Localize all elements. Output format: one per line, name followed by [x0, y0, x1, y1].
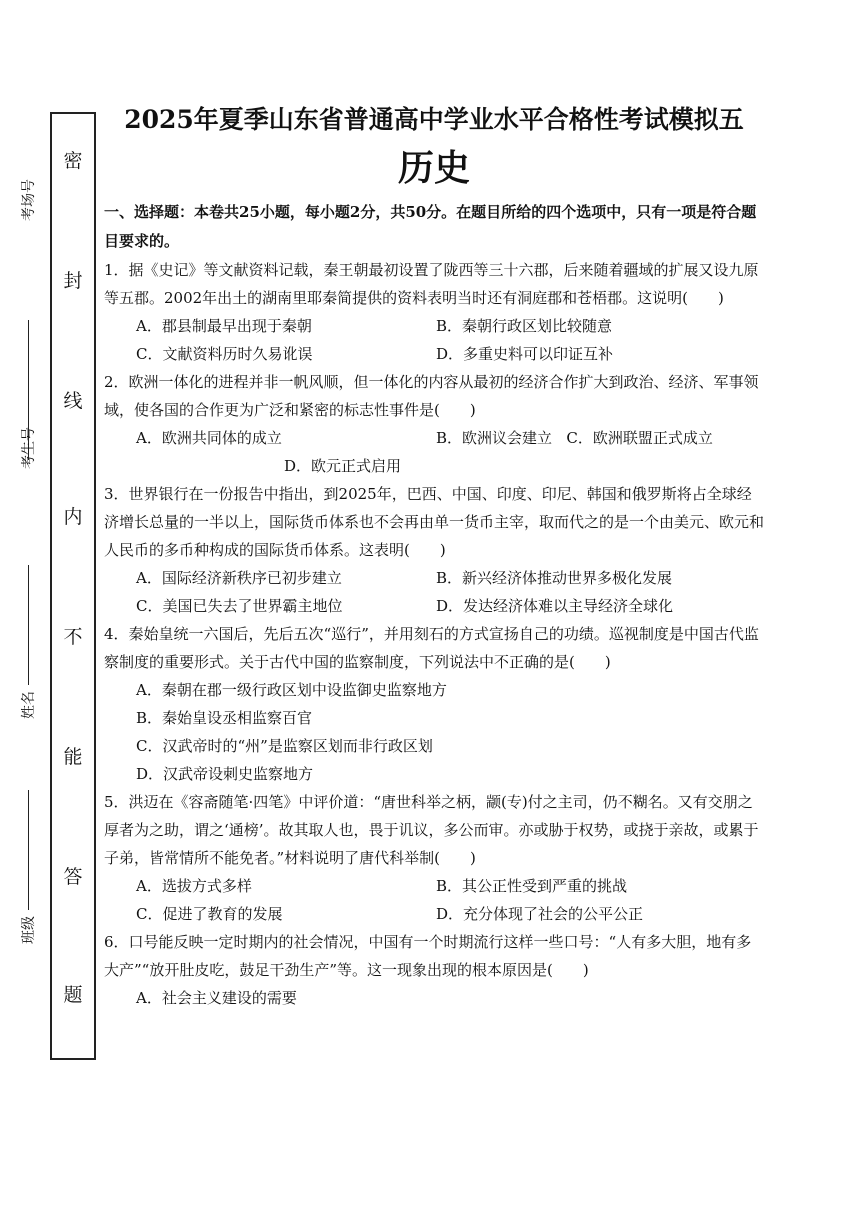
option-d: D．充分体现了社会的公平公正 [436, 905, 644, 923]
option-c: C．汉武帝时的“州”是监察区划而非行政区划 [136, 737, 433, 755]
seal-char: 答 [63, 866, 83, 888]
option-b: B．秦朝行政区划比较随意 [436, 317, 613, 335]
seal-char: 题 [63, 984, 83, 1006]
seal-char: 密 [63, 150, 83, 172]
option-a: A．欧洲共同体的成立 [136, 429, 282, 447]
name-label: 姓名 [21, 691, 37, 719]
option-a: A．社会主义建设的需要 [136, 989, 297, 1007]
seal-char: 能 [63, 746, 83, 768]
option-d: D．多重史料可以印证互补 [436, 345, 614, 363]
option-b: B．其公正性受到严重的挑战 [436, 877, 628, 895]
class-label: 班级 [21, 916, 37, 944]
question-options [104, 564, 764, 620]
name-line [28, 790, 29, 910]
question-stem: 3．世界银行在一份报告中指出，到2025年，巴西、中国、印度、印尼、韩国和俄罗斯将占全球经济增长总量的一半以上，国际货币体系也不会再由单一货币主宰，取而代之的是一个由美元、欧元和人民币的多币种构成的国际货币体系。这表明( ) [104, 485, 765, 559]
question-options [104, 424, 764, 480]
seal-char: 内 [63, 506, 83, 528]
question-stem: 5．洪迈在《容斋随笔·四笔》中评价道：“唐世科举之柄，颛(专)付之主司，仍不糊名。又有交朋之厚者为之助，谓之‘通榜’。故其取人也，畏于讥议，多公而审。亦或胁于权势，或挠于亲故，或累于子弟，皆常情所不能免者。”材料说明了唐代科举制( ) [104, 793, 759, 867]
option-d: D．发达经济体难以主导经济全球化 [436, 597, 674, 615]
option-a: A．郡县制最早出现于秦朝 [136, 317, 312, 335]
option-c: C．欧洲联盟正式成立 [566, 429, 713, 447]
student-id-line [28, 565, 29, 685]
question-stem: 1．据《史记》等文献资料记载，秦王朝最初设置了陇西等三十六郡，后来随着疆域的扩展又设九原等五郡。2002年出土的湖南里耶秦简提供的资料表明当时还有洞庭郡和苍梧郡。这说明( ) [104, 261, 759, 307]
option-d: D．欧元正式启用 [284, 457, 402, 475]
question-stem: 4．秦始皇统一六国后，先后五次“巡行”，并用刻石的方式宣扬自己的功绩。巡视制度是中国古代监察制度的重要形式。关于古代中国的监察制度，下列说法中不正确的是( ) [104, 625, 759, 671]
seal-char: 不 [63, 626, 83, 648]
student-id-label: 考生号 [21, 427, 37, 469]
option-b: B．新兴经济体推动世界多极化发展 [436, 569, 673, 587]
option-a: A．秦朝在郡一级行政区划中设监御史监察地方 [136, 681, 447, 699]
exam-content [104, 100, 764, 1012]
seal-char: 封 [63, 270, 83, 292]
binding-strip [8, 179, 48, 950]
question-stem: 2．欧洲一体化的进程并非一帆风顺，但一体化的内容从最初的经济合作扩大到政治、经济、军事领域，使各国的合作更为广泛和紧密的标志性事件是( ) [104, 373, 759, 419]
option-b: B．欧洲议会建立 [436, 429, 553, 447]
exam-room-label: 考场号 [21, 179, 37, 221]
question-options [104, 872, 764, 928]
option-a: A．选拔方式多样 [136, 877, 252, 895]
option-a: A．国际经济新秩序已初步建立 [136, 569, 342, 587]
exam-title: 2025年夏季山东省普通高中学业水平合格性考试模拟五 [124, 105, 744, 134]
option-d: D．汉武帝设刺史监察地方 [136, 765, 314, 783]
option-c: C．美国已失去了世界霸主地位 [136, 597, 343, 615]
question-options [104, 676, 764, 788]
subject-title: 历史 [397, 147, 470, 189]
question-stem: 6．口号能反映一定时期内的社会情况，中国有一个时期流行这样一些口号：“人有多大胆，地有多大产”“放开肚皮吃，鼓足干劲生产”等。这一现象出现的根本原因是( ) [104, 933, 752, 979]
seal-char: 线 [63, 390, 83, 412]
question-options [104, 312, 764, 368]
option-c: C．文献资料历时久易讹误 [136, 345, 313, 363]
option-c: C．促进了教育的发展 [136, 905, 283, 923]
seal-line-box [50, 112, 96, 1060]
section-heading: 一、选择题：本卷共25小题，每小题2分，共50分。在题目所给的四个选项中，只有一项是符合题目要求的。 [104, 203, 757, 250]
option-b: B．秦始皇设丞相监察百官 [136, 709, 313, 727]
